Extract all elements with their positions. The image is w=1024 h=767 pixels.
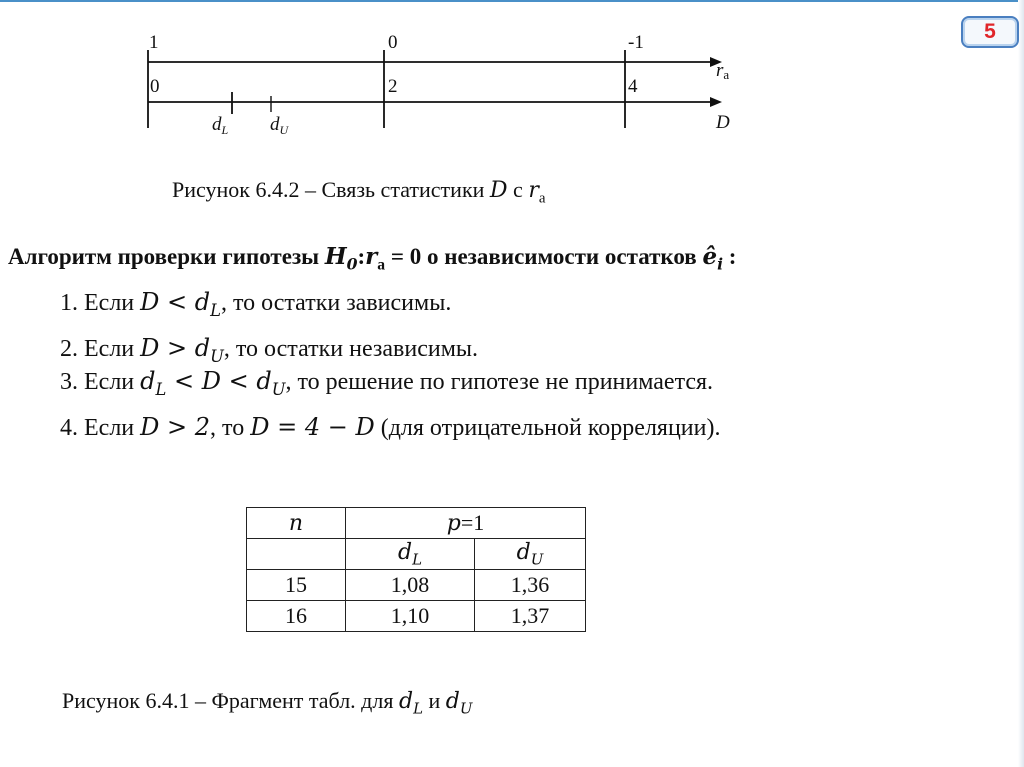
table-row <box>247 570 586 601</box>
right-edge-shade <box>1018 0 1024 767</box>
d-axis-label: D <box>716 112 730 133</box>
d-axis-arrow <box>710 97 722 107</box>
table-subheader-row <box>247 539 586 570</box>
table-header-row <box>247 508 586 539</box>
table-row <box>247 601 586 632</box>
header-dl: $d_L$ <box>346 539 475 570</box>
header-p: p=1 <box>346 508 586 539</box>
d-tick-4: 4 <box>628 76 638 97</box>
dl-label: $d_L$ <box>212 114 229 137</box>
d-tick-2: 2 <box>388 76 398 97</box>
header-du: $d_U$ <box>475 539 586 570</box>
rule-3: 3. Если $d_L < D < d_U$, то решение по гипотезе не принимается. <box>60 367 714 399</box>
slide-number-badge: 5 <box>961 16 1019 48</box>
ra-axis-label: ra <box>716 60 730 82</box>
cell-n: 15 <box>247 570 346 601</box>
ra-tick-1: 1 <box>149 32 159 53</box>
rule-1: 1. Если $D < d_L$, то остатки зависимы. <box>60 288 452 320</box>
cell-n: 16 <box>247 601 346 632</box>
figure-caption: Рисунок 6.4.2 – Связь статистики D с $r_a$ <box>172 177 546 207</box>
cell-du: 1,37 <box>475 601 586 632</box>
cell-dl: 1,10 <box>346 601 475 632</box>
rule-2: 2. Если $D > d_U$, то остатки независимы. <box>60 334 479 366</box>
ra-tick-minus1: -1 <box>628 32 644 53</box>
dw-relation-diagram <box>130 28 770 148</box>
cell-du: 1,36 <box>475 570 586 601</box>
rule-4: 4. Если D > 2, то D = 4 − D (для отрицательной корреляции). <box>60 413 721 441</box>
du-label: $d_U$ <box>270 114 289 137</box>
cell-dl: 1,08 <box>346 570 475 601</box>
top-border <box>0 0 1024 2</box>
header-empty <box>247 539 346 570</box>
algorithm-title: Алгоритм проверки гипотезы $H_0:r_a = 0$ о независимости остатков $ê_i$ : <box>8 243 737 274</box>
durbin-watson-table <box>246 507 586 632</box>
ra-tick-0: 0 <box>388 32 398 53</box>
header-n: n <box>247 508 346 539</box>
d-tick-0: 0 <box>150 76 160 97</box>
table-caption: Рисунок 6.4.1 – Фрагмент табл. для $d_L$ и $d_U$ <box>62 688 473 718</box>
